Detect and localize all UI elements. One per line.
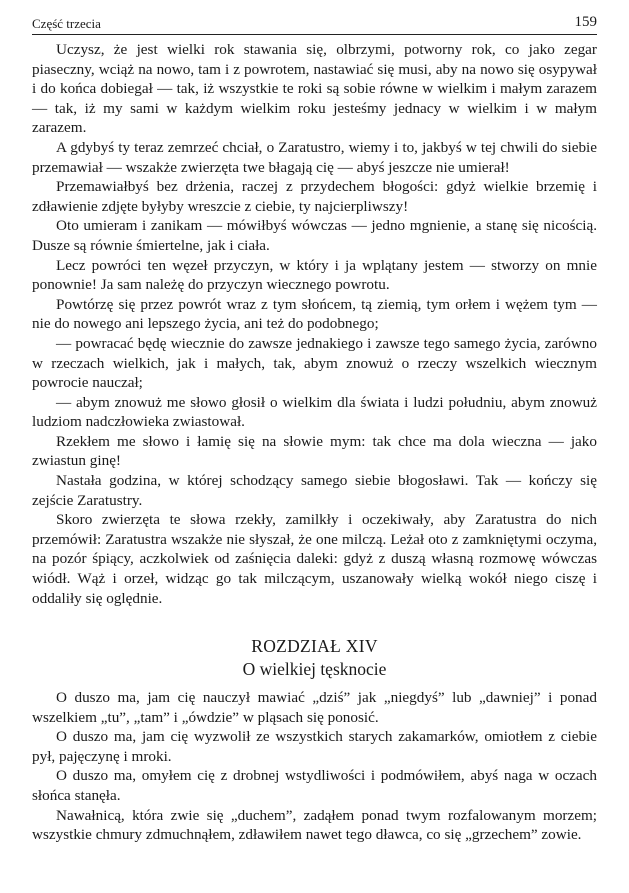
paragraph: O duszo ma, omyłem cię z drobnej wstydliwości i podmówiłem, abyś naga w oczach słońca stanęła. — [32, 767, 597, 804]
paragraph: Powtórzę się przez powrót wraz z tym słońcem, tą ziemią, tym orłem i wężem tym — nie do nowego ani lepszego życia, ani też do podobnego; — [32, 295, 597, 333]
paragraph: — abym znowuż me słowo głosił o wielkim dla świata i ludzi południu, abym znowuż ludziom nadczłowieka zwiastował. — [32, 393, 597, 431]
chapter-heading — [32, 635, 597, 681]
chapter-number: ROZDZIAŁ XIV — [251, 636, 378, 656]
paragraph: Oto umieram i zanikam — mówiłbyś wówczas — jedno mgnienie, a stanę się nicością. Dusze są równie śmiertelne, jak i ciała. — [32, 217, 597, 254]
paragraph: Lecz powróci ten węzeł przyczyn, w który i ja wplątany jestem — stworzy on mnie ponownie! Ja sam należę do przyczyn wiecznego powrotu. — [32, 256, 597, 294]
paragraph: O duszo ma, jam cię nauczył mawiać „dziś” jak „niegdyś” lub „dawniej” i ponad wszelkiem „tu”, „tam” i „ówdzie” w pląsach się ponosić. — [32, 689, 597, 726]
running-head — [32, 14, 597, 35]
paragraph: O duszo ma, jam cię wyzwolił ze wszystkich starych zakamarków, omiotłem z ciebie pył, pajęczynę i mroki. — [32, 728, 597, 765]
text-block-1 — [32, 40, 597, 608]
page-number: 159 — [574, 14, 597, 30]
part-title: Część trzecia — [32, 16, 101, 31]
paragraph: Nawałnicą, która zwie się „duchem”, zadąłem ponad twym rozfalowanym morzem; wszystkie chmury zdmuchnąłem, zdławiłem nawet tego dławca, co się „grzechem” zowie. — [32, 806, 597, 844]
paragraph: A gdybyś ty teraz zemrzeć chciał, o Zaratustro, wiemy i to, jakbyś w tej chwili do siebie przemawiał — wszakże zwierzęta twe błagają cię — abyś jeszcze nie umierał! — [32, 138, 597, 176]
paragraph: — powracać będę wiecznie do zawsze jednakiego i zawsze tego samego życia, zarówno w rzeczach wielkich, jak i małych, tak, abym znowuż o rzeczy wszelkich wiecznym powrocie nauczał; — [32, 334, 597, 392]
paragraph: Rzekłem me słowo i łamię się na słowie mym: tak chce ma dola wieczna — jako zwiastun ginę! — [32, 432, 597, 470]
paragraph: Przemawiałbyś bez drżenia, raczej z przydechem błogości: gdyż wielkie brzemię i zdławienie zdjęte byłyby wreszcie z ciebie, ty najcierpliwszy! — [32, 178, 597, 215]
chapter-title: O wielkiej tęsknocie — [242, 659, 387, 679]
paragraph: Nastała godzina, w której schodzący samego siebie błogosławi. Tak — kończy się zejście Zaratustry. — [32, 472, 597, 509]
paragraph: Uczysz, że jest wielki rok stawania się, olbrzymi, potworny rok, co jako zegar piaseczny, wciąż na nowo, tam i z powrotem, nastawiać się musi, aby na nowo się osypywał i do końca dobiegał — tak, iż wszystkie te roki są sobie równe w wielkim i małym zarazem — tak, iż my sami w każdym wielkim roku jesteśmy jednacy w wielkim i w małym zarazem. — [32, 41, 597, 137]
paragraph: Skoro zwierzęta te słowa rzekły, zamilkły i oczekiwały, aby Zaratustra do nich przemówił: Zaratustra wszakże nie słyszał, że one milczą. Leżał oto z zamkniętymi oczyma, na pozór śpiący, aczkolwiek od zaśnięcia daleki: gdyż z duszą własną rozmowę wówczas wiódł. Wąż i orzeł, widząc go tak milczącym, uszanowały wielką wokół niego ciszę i oddaliły się oględnie. — [32, 511, 597, 607]
text-block-2 — [32, 688, 597, 845]
